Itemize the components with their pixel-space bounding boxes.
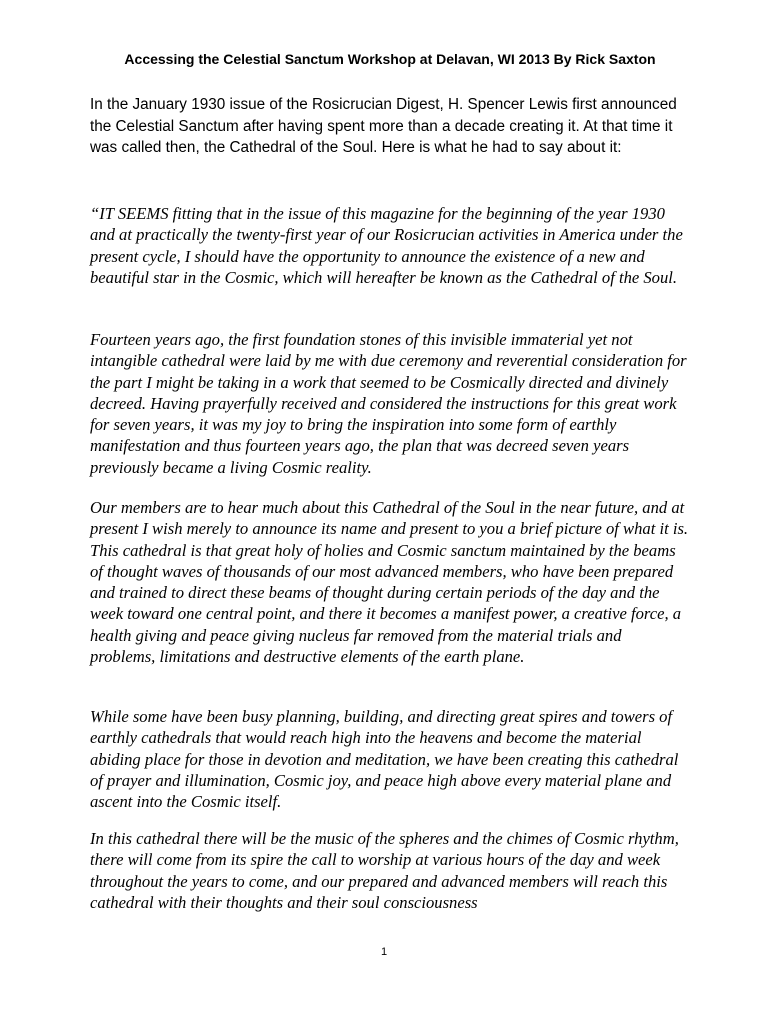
quote-paragraph-3: Our members are to hear much about this Cathedral of the Soul in the near future, and at present I wish merely to announce its name and present to you a brief picture of what it is. This cathedral is that great holy of holies and Cosmic sanctum maintained by the beams of thought waves of thousands of our most advanced members, who have been prepared and trained to direct these beams of thought during certain periods of the day and the week toward one central point, and there it becomes a manifest power, a creative force, a health giving and peace giving nucleus far removed from the material trials and problems, limitations and destructive elements of the earth plane. xyxy=(90,498,689,667)
intro-paragraph: In the January 1930 issue of the Rosicrucian Digest, H. Spencer Lewis first announced the Celestial Sanctum after having spent more than a decade creating it. At that time it was called then, the Cathedral of the Soul. Here is what he had to say about it: xyxy=(90,96,677,156)
quote-paragraph-2: Fourteen years ago, the first foundation stones of this invisible immaterial yet not intangible cathedral were laid by me with due ceremony and reverential consideration for the part I might be taking in a work that seemed to be Cosmically directed and divinely decreed. Having prayerfully received and considered the instructions for this great work for seven years, it was my joy to bring the inspiration into some form of earthly manifestation and thus fourteen years ago, the plan that was decreed seven years previously became a living Cosmic reality. xyxy=(90,330,687,477)
document-title: Accessing the Celestial Sanctum Workshop at Delavan, WI 2013 By Rick Saxton xyxy=(124,51,656,67)
page-number: 1 xyxy=(380,946,388,958)
quote-paragraph-5: In this cathedral there will be the music of the spheres and the chimes of Cosmic rhythm, there will come from its spire the call to worship at various hours of the day and week throughout the years to come, and our prepared and advanced members will reach this cathedral with their thoughts and their soul consciousness xyxy=(90,829,679,912)
quote-paragraph-4: While some have been busy planning, building, and directing great spires and towers of earthly cathedrals that would reach high into the heavens and become the material abiding place for those in devotion and meditation, we have been creating this cathedral of prayer and illumination, Cosmic joy, and peace high above every material plane and ascent into the Cosmic itself. xyxy=(90,707,679,812)
quote-paragraph-1: “IT SEEMS fitting that in the issue of this magazine for the beginning of the year 1930 and at practically the twenty-first year of our Rosicrucian activities in America under the present cycle, I should have the opportunity to announce the existence of a new and beautiful star in the Cosmic, which will hereafter be known as the Cathedral of the Soul. xyxy=(90,204,683,287)
